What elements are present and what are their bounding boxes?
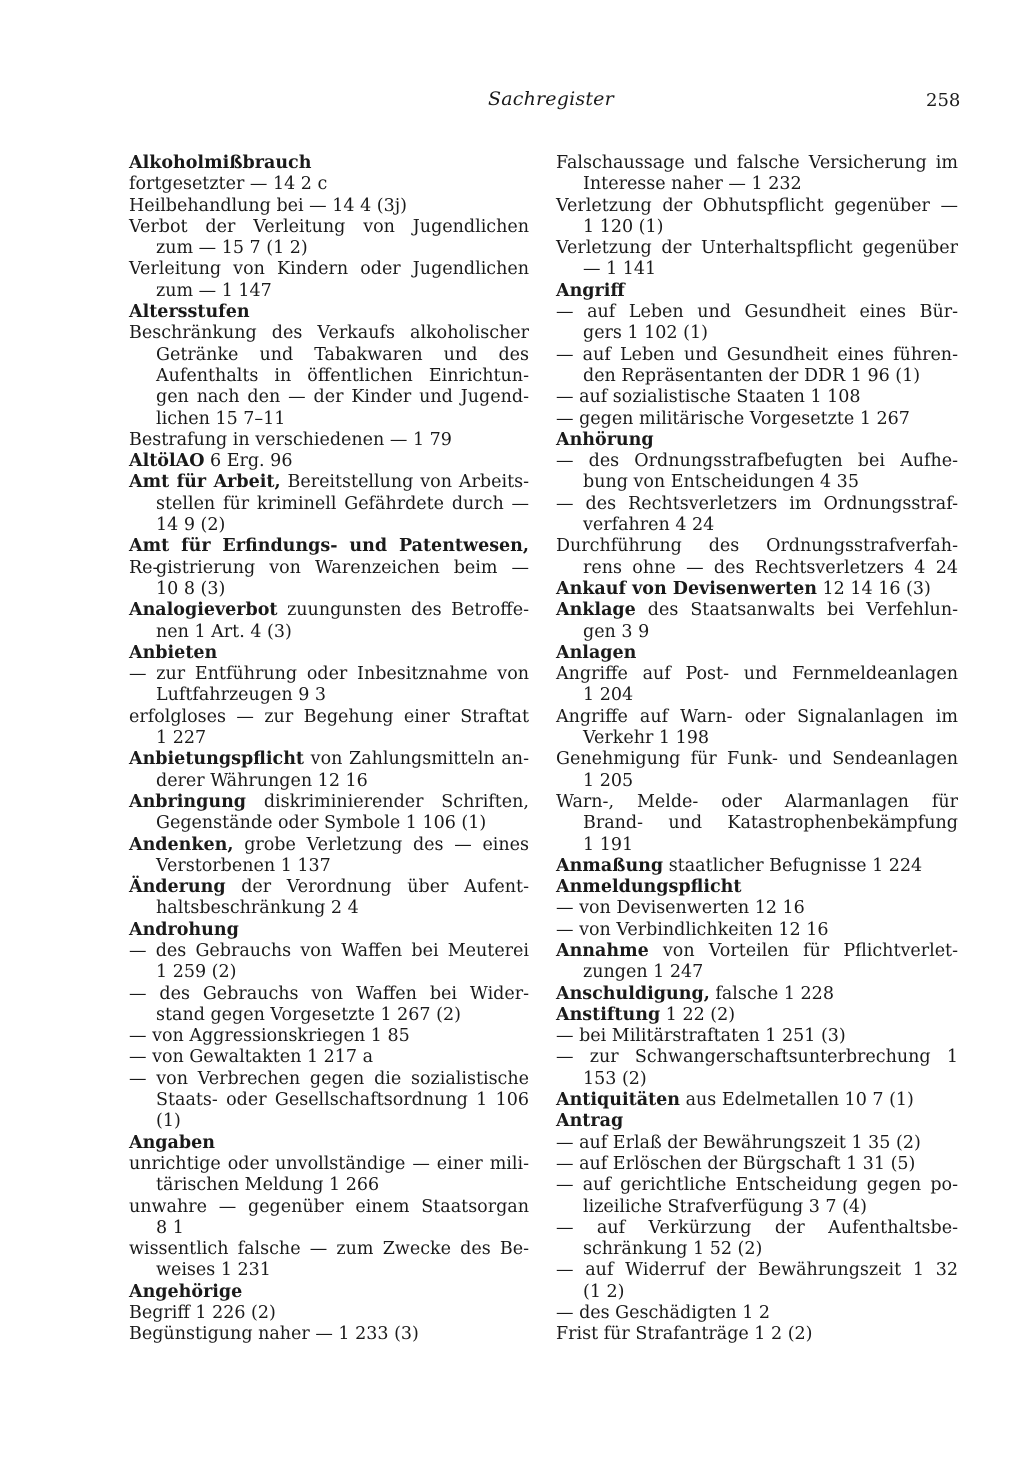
index-term: Änderung [129,877,226,898]
index-line: — auf Erlaß der Bewährungszeit 1 35 (2) [556,1132,921,1153]
index-line: stellen für kriminell Gefährdete durch — [156,493,529,514]
index-line: Brand- und Katastrophenbekämpfung [583,813,958,834]
index-line: — auf Leben und Gesundheit eines führen- [556,344,958,365]
index-line: Interesse naher — 1 232 [583,174,802,195]
index-line: Amt für Arbeit, Bereitstellung von Arbeits- [129,472,530,493]
index-line: Andenken, grobe Verletzung des — eines [129,834,529,855]
index-term: Anmaßung [556,855,664,876]
index-line: fortgesetzter — 14 2 c [129,174,328,195]
index-heading [556,430,958,451]
index-line: Antiquitäten aus Edelmetallen 10 7 (1) [556,1090,914,1111]
index-line: Beschränkung des Verkaufs alkoholischer [129,323,529,344]
index-line: (1) [156,1111,181,1132]
index-line: — von Devisenwerten 12 16 [556,898,805,919]
index-line: Analogieverbot zuungunsten des Betroffe- [129,600,529,621]
index-line: Angriffe auf Warn- oder Signalanlagen im [556,706,958,727]
index-heading [129,920,529,941]
index-line: zum — 15 7 (1 2) [156,238,308,259]
index-line: — zur Entführung oder Inbesitznahme von [129,664,529,685]
index-line: unwahre — gegenüber einem Staatsorgan [129,1196,529,1217]
index-line: Verkehr 1 198 [583,728,710,749]
index-term: Andenken, [129,834,234,855]
index-line: — des Geschädigten 1 2 [556,1303,771,1324]
index-line: derer Währungen 12 16 [156,770,368,791]
index-line: Verleitung von Kindern oder Jugendlichen [129,259,529,280]
index-line: zungen 1 247 [583,962,704,983]
index-heading [129,153,529,174]
index-line: Begriff 1 226 (2) [129,1303,276,1324]
index-heading [556,877,958,898]
index-line: 1 259 (2) [156,962,237,983]
index-line: — zur Schwangerschaftsunterbrechung 1 [556,1047,958,1068]
index-line: Genehmigung für Funk- und Sendeanlagen [556,749,958,770]
index-line: (1 2) [583,1281,625,1302]
index-line: 1 204 [583,685,634,706]
index-heading [129,643,529,664]
index-line: schränkung 1 52 (2) [583,1239,763,1260]
index-line: Verstorbenen 1 137 [156,855,331,876]
index-heading [556,643,958,664]
index-term: Amt für Erfindungs- und Patentwesen, [129,536,529,557]
index-line: gen 3 9 [583,621,650,642]
index-line: zum — 1 147 [156,280,272,301]
index-term: Analogieverbot [129,600,278,621]
index-line: — auf sozialistische Staaten 1 108 [556,387,861,408]
page-number: 258 [926,90,961,111]
index-line: Änderung der Verordnung über Aufent- [129,877,529,898]
index-line: — des Gebrauchs von Waffen bei Wider- [129,983,529,1004]
index-term: Annahme [556,940,649,961]
index-line: Annahme von Vorteilen für Pflichtverlet- [556,940,958,961]
index-line: — auf Verkürzung der Aufenthaltsbe- [556,1217,958,1238]
index-line: Begünstigung naher — 1 233 (3) [129,1324,419,1345]
index-line: Ankauf von Devisenwerten 12 14 16 (3) [556,578,931,599]
index-line: Falschaussage und falsche Versicherung im [556,153,958,173]
index-line: Warn-, Melde- oder Alarmanlagen für [556,791,958,812]
index-heading [129,302,529,323]
index-line: 1 227 [156,728,207,749]
index-line: Anbringung diskriminierender Schriften, [129,791,529,812]
index-line: — von Verbrechen gegen die sozialistische [129,1068,529,1089]
index-term: Anmeldungspflicht [556,877,742,898]
index-line: 1 205 [583,770,634,791]
index-line: rens ohne — des Rechtsverletzers 4 24 [583,557,958,578]
index-line: verfahren 4 24 [583,515,715,536]
index-term: Androhung [129,919,239,940]
index-term: Altersstufen [129,302,250,323]
index-line: Luftfahrzeugen 9 3 [156,685,327,706]
index-line: lizeiliche Strafverfügung 3 7 (4) [583,1196,867,1217]
index-line: Angriffe auf Post- und Fernmeldeanlagen [556,664,958,685]
index-line: AltölAO 6 Erg. 96 [129,451,293,472]
index-line: unrichtige oder unvollständige — einer mili- [129,1153,529,1174]
index-line: nen 1 Art. 4 (3) [156,621,292,642]
index-line: Anbietungspflicht von Zahlungsmitteln an- [129,749,529,770]
index-line: erfolgloses — zur Begehung einer Straftat [129,706,529,727]
index-line: Anmaßung staatlicher Befugnisse 1 224 [556,855,923,876]
index-line: — des Rechtsverletzers im Ordnungsstraf- [556,493,958,514]
index-line: gers 1 102 (1) [583,323,708,344]
index-line: — von Gewaltakten 1 217 a [129,1047,374,1068]
index-column-left [129,153,529,1346]
index-term: AltölAO [129,451,205,472]
index-line: wissentlich falsche — zum Zwecke des Be- [129,1239,529,1260]
index-line: 1 120 (1) [583,216,664,237]
index-line: 1 191 [583,834,634,855]
index-term: Alkoholmißbrauch [129,153,312,173]
index-line: — des Gebrauchs von Waffen bei Meuterei [129,940,529,961]
index-line: haltsbeschränkung 2 4 [156,898,359,919]
index-heading [556,1111,958,1132]
index-term: Antiquitäten [556,1090,681,1111]
index-term: Anklage [556,600,636,621]
index-term: Anbringung [129,791,247,812]
index-line: lichen 15 7–11 [156,408,286,429]
index-term: Angehörige [129,1281,243,1302]
index-line: — von Aggressionskriegen 1 85 [129,1026,410,1047]
index-line: Staats- oder Gesellschaftsordnung 1 106 [156,1090,529,1111]
index-line: stand gegen Vorgesetzte 1 267 (2) [156,1004,461,1025]
index-line: den Repräsentanten der DDR 1 96 (1) [583,365,921,386]
index-line: Aufenthalts in öffentlichen Einrichtun- [156,365,529,386]
index-line: Amt für Erfindungs- und Patentwesen, Re- [129,536,529,578]
index-heading [556,281,958,302]
index-line: Getränke und Tabakwaren und des [156,344,529,365]
index-line: — des Ordnungsstrafbefugten bei Aufhe- [556,451,958,472]
index-line: — auf Widerruf der Bewährungszeit 1 32 [556,1260,958,1281]
index-line: weises 1 231 [156,1260,271,1281]
index-term: Amt für Arbeit, [129,472,281,493]
running-header-title: Sachregister [488,88,614,110]
index-line: Verbot der Verleitung von Jugendlichen [129,216,529,237]
index-line: — bei Militärstraftaten 1 251 (3) [556,1026,846,1047]
index-line: gen nach den — der Kinder und Jugend- [156,387,529,408]
index-line: Heilbehandlung bei — 14 4 (3j) [129,195,407,216]
index-line: — auf Leben und Gesundheit eines Bür- [556,302,958,323]
index-line: 10 8 (3) [156,578,226,599]
index-term: Anstiftung [556,1004,661,1025]
index-term: Angaben [129,1132,215,1153]
index-term: Ankauf von Devisenwerten [556,578,817,599]
index-line: — auf gerichtliche Entscheidung gegen po- [556,1175,958,1196]
index-line: tärischen Meldung 1 266 [156,1175,380,1196]
index-line: — auf Erlöschen der Bürgschaft 1 31 (5) [556,1153,916,1174]
index-term: Anbietungspflicht [129,749,305,770]
index-line: Verletzung der Unterhaltspflicht gegenüber [556,238,958,259]
index-term: Angriff [556,280,625,301]
index-term: Anschuldigung, [556,983,710,1004]
index-heading [129,1282,529,1303]
index-line: — gegen militärische Vorgesetzte 1 267 [556,408,910,429]
index-line: Durchführung des Ordnungsstrafverfah- [556,536,958,557]
index-line: 8 1 [156,1217,184,1238]
index-term: Anhörung [556,429,654,450]
index-column-right [556,153,958,1346]
index-term: Anlagen [556,642,637,663]
index-line: gistrierung von Warenzeichen beim — [156,557,529,578]
index-line: Anstiftung 1 22 (2) [556,1004,736,1025]
index-term: Antrag [556,1111,624,1132]
index-line: — von Verbindlichkeiten 12 16 [556,919,829,940]
index-line: 14 9 (2) [156,515,226,536]
index-line: 153 (2) [583,1068,647,1089]
index-term: Anbieten [129,642,218,663]
index-line: Verletzung der Obhutspflicht gegenüber — [556,195,958,216]
index-line: Frist für Strafanträge 1 2 (2) [556,1324,813,1345]
index-line: Bestrafung in verschiedenen — 1 79 [129,429,452,450]
index-line: Gegenstände oder Symbole 1 106 (1) [156,813,487,834]
index-line: Anschuldigung, falsche 1 228 [556,983,834,1004]
index-line: — 1 141 [583,259,657,280]
index-line: Anklage des Staatsanwalts bei Verfehlun- [556,600,958,621]
index-line: bung von Entscheidungen 4 35 [583,472,859,493]
index-heading [129,1133,529,1154]
